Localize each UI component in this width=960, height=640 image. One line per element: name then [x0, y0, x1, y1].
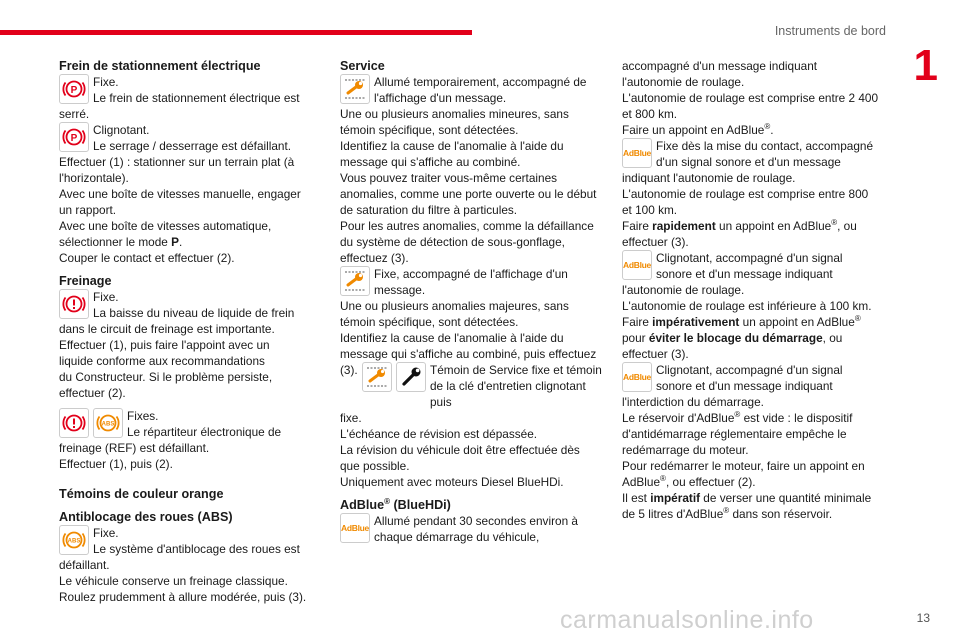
- text-line: et 800 km.: [622, 107, 678, 121]
- text-line: Identifiez la cause de l'anomalie à l'aide du: [340, 139, 564, 153]
- text-line: Le répartiteur électronique de: [127, 425, 282, 439]
- svg-text:ABS: ABS: [67, 538, 81, 545]
- text-line: sélectionner le mode P.: [59, 235, 183, 249]
- service-temp-row: [340, 74, 608, 106]
- adblue-warning-icon: AdBlue: [340, 513, 370, 543]
- text-line: L'échéance de révision est dépassée.: [340, 427, 538, 441]
- text-line: Fixe.: [93, 290, 119, 304]
- text-line: Clignotant, accompagné d'un signal: [656, 363, 843, 377]
- text-line: l'affichage d'un message.: [374, 91, 507, 105]
- text-line: serré.: [59, 107, 90, 121]
- epb-flash-row: [59, 122, 321, 154]
- text-line: L'autonomie de roulage est comprise entre 800: [622, 187, 869, 201]
- text-line: indiquant l'autonomie de roulage.: [622, 171, 796, 185]
- text-line: sonore et d'un message indiquant: [656, 267, 833, 281]
- text-line: message qui s'affiche au combiné, puis effectuez: [340, 347, 597, 361]
- text-line: Fixes.: [127, 409, 159, 423]
- text-line: Une ou plusieurs anomalies majeures, sans: [340, 299, 569, 313]
- text-line: Allumé pendant 30 secondes environ à: [374, 514, 578, 528]
- text-line: Le réservoir d'AdBlue® est vide : le dispositif: [622, 410, 853, 425]
- text-line: Effectuer (1), puis (2).: [59, 457, 173, 471]
- text-line: message qui s'affiche au combiné.: [340, 155, 521, 169]
- svg-text:ABS: ABS: [101, 421, 115, 428]
- text-line: La baisse du niveau de liquide de frein: [93, 306, 295, 320]
- text-line: l'horizontale).: [59, 171, 129, 185]
- text-line: l'interdiction du démarrage.: [622, 395, 764, 409]
- header-accent-bar: [0, 30, 472, 35]
- text-line: du système de détection de sous-gonflage,: [340, 235, 565, 249]
- text-line: Uniquement avec moteurs Diesel BlueHDi.: [340, 475, 564, 489]
- text-line: Effectuer (1), puis faire l'appoint avec un: [59, 338, 270, 352]
- text-line: d'antidémarrage réglementaire empêche le: [622, 427, 847, 441]
- column-1: [59, 58, 321, 605]
- text-line: (3).: [340, 363, 358, 377]
- heading-parking-brake: Frein de stationnement électrique: [59, 59, 261, 73]
- watermark: carmanualsonline.info: [560, 606, 814, 634]
- text-line: un rapport.: [59, 203, 117, 217]
- text-line: Le véhicule conserve un freinage classique.: [59, 574, 288, 588]
- text-line: Témoin de Service fixe et témoin: [430, 363, 602, 377]
- text-line: du Constructeur. Si le problème persiste,: [59, 370, 273, 384]
- text-line: témoin spécifique, sont détectées.: [340, 123, 519, 137]
- text-line: et 100 km.: [622, 203, 678, 217]
- adblue-empty-row: [622, 362, 894, 394]
- column-2: [340, 58, 608, 545]
- text-line: Faire rapidement un appoint en AdBlue®, ou: [622, 218, 857, 233]
- text-line: l'autonomie de roulage.: [622, 283, 745, 297]
- text-line: Faire impérativement un appoint en AdBlue®: [622, 314, 861, 329]
- text-line: message.: [374, 283, 426, 297]
- text-line: effectuer (3).: [622, 235, 689, 249]
- brake-warning-icon: [59, 289, 89, 319]
- text-line: Clignotant.: [93, 123, 150, 137]
- text-line: Avec une boîte de vitesses manuelle, engager: [59, 187, 301, 201]
- service-wrench-icon: [340, 74, 370, 104]
- text-line: L'autonomie de roulage est comprise entre 2 400: [622, 91, 879, 105]
- adblue-warning-icon: AdBlue: [622, 362, 652, 392]
- adblue-flash-row: [622, 250, 894, 282]
- text-line: l'autonomie de roulage.: [622, 75, 745, 89]
- text-line: Le frein de stationnement électrique est: [93, 91, 300, 105]
- heading-abs: Antiblocage des roues (ABS): [59, 510, 233, 524]
- text-line: Clignotant, accompagné d'un signal: [656, 251, 843, 265]
- text-line: Fixe, accompagné de l'affichage d'un: [374, 267, 568, 281]
- text-line: Effectuer (1) : stationner sur un terrain plat (à: [59, 155, 295, 169]
- text-line: de la clé d'entretien clignotant puis: [430, 379, 586, 409]
- text-line: AdBlue®, ou effectuer (2).: [622, 474, 756, 489]
- adblue-warning-icon: AdBlue: [622, 250, 652, 280]
- text-line: de 5 litres d'AdBlue® dans son réservoir.: [622, 506, 833, 521]
- epb-fixed-row: [59, 74, 321, 106]
- text-line: Couper le contact et effectuer (2).: [59, 251, 235, 265]
- text-line: Allumé temporairement, accompagné de: [374, 75, 587, 89]
- text-line: dans le circuit de freinage est importante.: [59, 322, 275, 336]
- text-line: Pour les autres anomalies, comme la défaillance: [340, 219, 594, 233]
- ref-row: [59, 408, 321, 440]
- abs-warning-icon: [93, 408, 123, 438]
- text-line: Faire un appoint en AdBlue®.: [622, 122, 774, 137]
- text-line: accompagné d'un message indiquant: [622, 59, 818, 73]
- text-line: Vous pouvez traiter vous-même certaines: [340, 171, 558, 185]
- text-line: de saturation du filtre à particules.: [340, 203, 518, 217]
- text-line: Une ou plusieurs anomalies mineures, sans: [340, 107, 569, 121]
- svg-text:P: P: [70, 133, 78, 144]
- service-wrench-icon: [362, 362, 392, 392]
- text-line: Fixe.: [93, 526, 119, 540]
- text-line: Pour redémarrer le moteur, faire un appoint en: [622, 459, 865, 473]
- service-fixed-row: [340, 266, 608, 298]
- heading-adblue: AdBlue® (BlueHDi): [340, 496, 451, 512]
- column-3: [622, 58, 894, 522]
- text-line: liquide conforme aux recommandations: [59, 354, 265, 368]
- svg-text:P: P: [70, 85, 78, 96]
- parking-brake-warning-icon: [59, 74, 89, 104]
- brake-row: [59, 289, 321, 321]
- text-line: que possible.: [340, 459, 410, 473]
- text-line: d'un signal sonore et d'un message: [656, 155, 841, 169]
- chapter-number: 1: [913, 41, 938, 90]
- text-line: redémarrage du moteur.: [622, 443, 749, 457]
- service-wrench-icon: [340, 266, 370, 296]
- text-line: chaque démarrage du véhicule,: [374, 530, 540, 544]
- abs-row: [59, 525, 321, 557]
- heading-orange-lights: Témoins de couleur orange: [59, 487, 224, 501]
- abs-warning-icon: [59, 525, 89, 555]
- maintenance-key-icon: [396, 362, 426, 392]
- text-line: La révision du véhicule doit être effectuée dès: [340, 443, 580, 457]
- text-line: Roulez prudemment à allure modérée, puis (3).: [59, 590, 307, 604]
- text-line: effectuer (2).: [59, 386, 126, 400]
- section-title: Instruments de bord: [774, 24, 886, 38]
- heading-service: Service: [340, 59, 385, 73]
- text-line: Fixe dès la mise du contact, accompagné: [656, 139, 874, 153]
- text-line: fixe.: [340, 411, 362, 425]
- text-line: anomalies, comme une porte ouverte ou le début: [340, 187, 597, 201]
- text-line: Il est impératif de verser une quantité minimale: [622, 491, 872, 505]
- epb-fixed-state: Fixe.: [93, 75, 119, 89]
- brake-warning-icon: [59, 408, 89, 438]
- parking-brake-warning-icon: [59, 122, 89, 152]
- text-line: témoin spécifique, sont détectées.: [340, 315, 519, 329]
- text-line: Le serrage / desserrage est défaillant.: [93, 139, 292, 153]
- text-line: Le système d'antiblocage des roues est: [93, 542, 300, 556]
- adblue-warning-icon: AdBlue: [622, 138, 652, 168]
- text-line: Avec une boîte de vitesses automatique,: [59, 219, 272, 233]
- heading-braking: Freinage: [59, 274, 112, 288]
- adblue-fixed-row: [622, 138, 894, 170]
- service-key-row: [340, 362, 608, 410]
- text-line: défaillant.: [59, 558, 110, 572]
- adblue-start-row: [340, 513, 608, 545]
- text-line: sonore et d'un message indiquant: [656, 379, 833, 393]
- text-line: effectuez (3).: [340, 251, 409, 265]
- text-line: effectuer (3).: [622, 347, 689, 361]
- text-line: pour éviter le blocage du démarrage, ou: [622, 331, 843, 345]
- text-line: L'autonomie de roulage est inférieure à 100 km.: [622, 299, 872, 313]
- text-line: freinage (REF) est défaillant.: [59, 441, 210, 455]
- text-line: Identifiez la cause de l'anomalie à l'aide du: [340, 331, 564, 345]
- page-number: 13: [916, 611, 930, 625]
